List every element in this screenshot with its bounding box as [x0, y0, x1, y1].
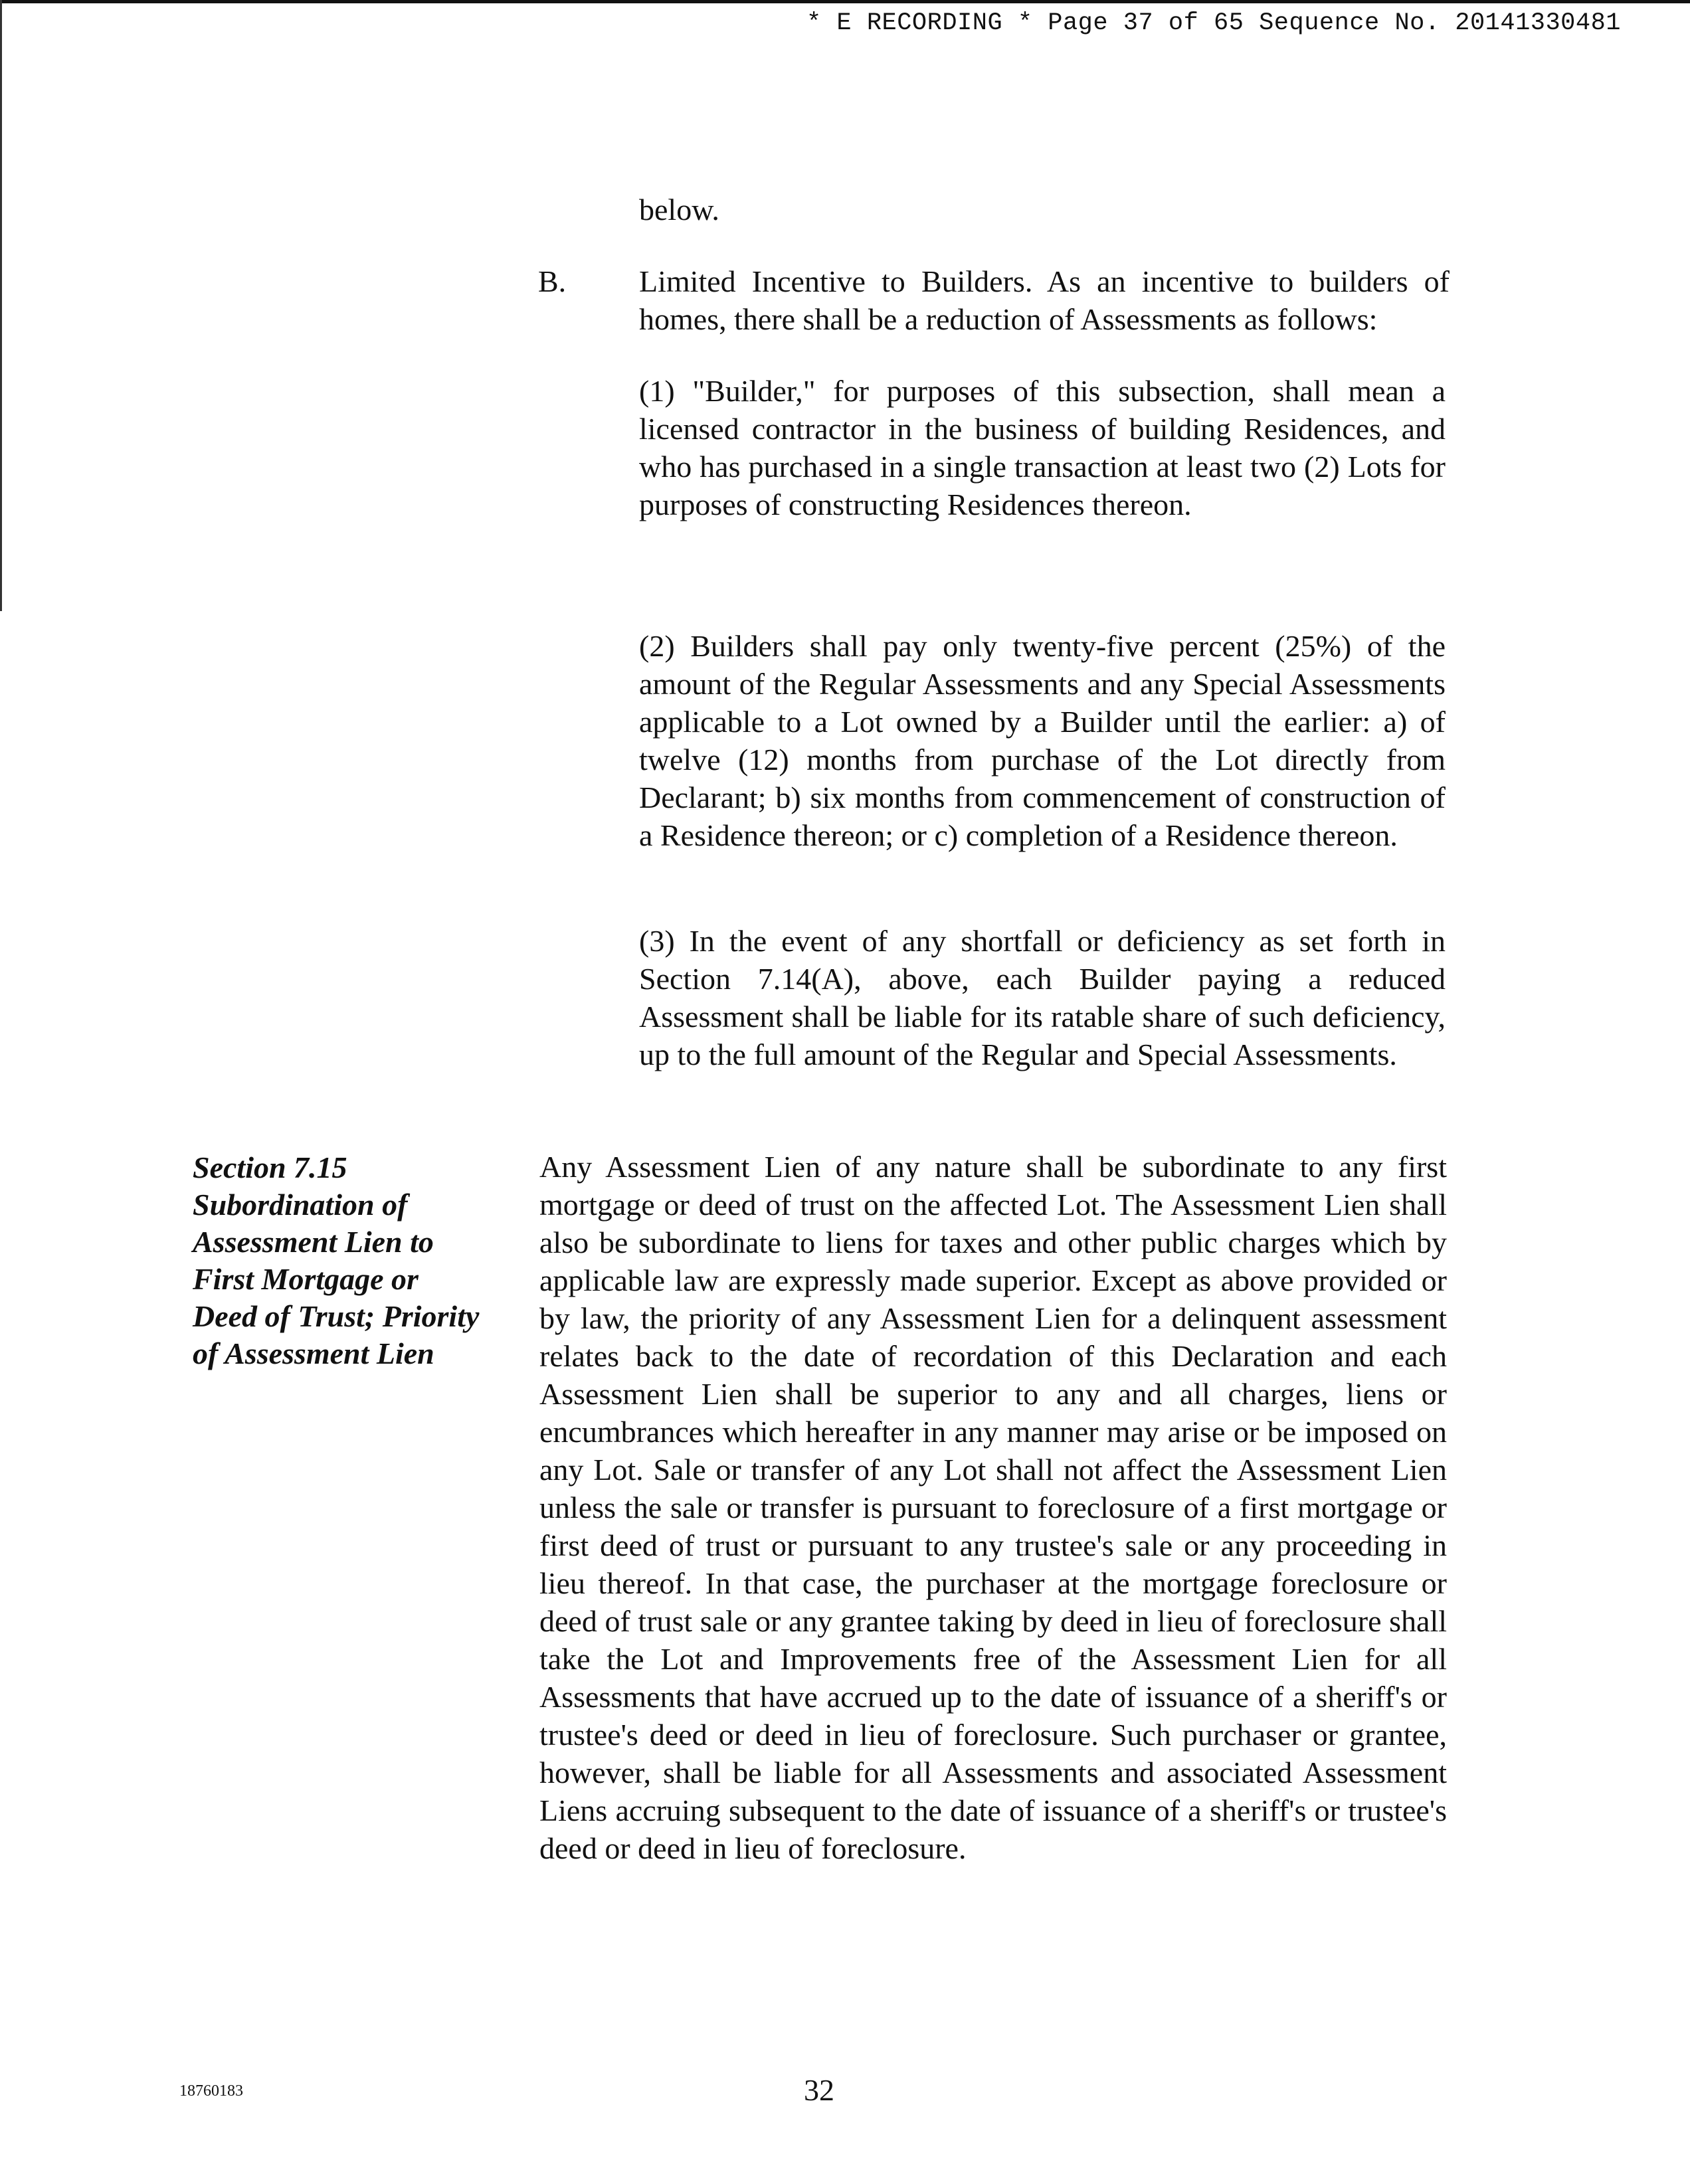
document-id: 18760183 [179, 2082, 243, 2100]
item-b-marker: B. [538, 264, 567, 298]
subitem-1: (1) "Builder," for purposes of this subsection, shall mean a licensed contractor in the business of building Residences, and who has purchased in a single transaction at least two (2) Lots for purposes of constructing Residences thereon. [639, 374, 1446, 521]
heading-line: Subordination of [193, 1188, 408, 1222]
page-number: 32 [804, 2073, 834, 2107]
heading-line: Assessment Lien to [193, 1225, 434, 1259]
continuation-text: below. [639, 193, 719, 227]
top-border [0, 0, 1690, 3]
recording-header: * E RECORDING * Page 37 of 65 Sequence No. 20141330481 [806, 9, 1621, 37]
section-7-15-body: Any Assessment Lien of any nature shall be subordinate to any first mortgage or deed of trust on the affected Lot. The Assessment Lien shall also be subordinate to liens for taxes and other public charges which by applicable law are expressly made superior. Except as above provided or by law, the priority of any Assessment Lien for a delinquent assessment relates back to the date of recordation of this Declaration and each Assessment Lien shall be superior to any and all charges, liens or encumbrances which hereafter in any manner may arise or be imposed on any Lot. Sale or transfer of any Lot shall not affect the Assessment Lien unless the sale or transfer is pursuant to foreclosure of a first mortgage or first deed of trust or pursuant to any trustee's sale or any proceeding in lieu thereof. In that case, the purchaser at the mortgage foreclosure or deed of trust sale or any grantee taking by deed in lieu of foreclosure shall take the Lot and Improvements free of the Assessment Lien for all Assessments that have accrued up to the date of issuance of a sheriff's or trustee's deed or deed in lieu of foreclosure. Such purchaser or grantee, however, shall be liable for all Assessments and associated Assessment Liens accruing subsequent to the date of issuance of a sheriff's or trustee's deed or deed in lieu of foreclosure. [539, 1150, 1447, 1865]
heading-line: Section 7.15 [193, 1150, 347, 1184]
section-7-15-heading [193, 1149, 525, 1372]
subitem-3: (3) In the event of any shortfall or deficiency as set forth in Section 7.14(A), above, each Builder paying a reduced Assessment shall be liable for its ratable share of such deficiency, up to the full amount of the Regular and Special Assessments. [639, 924, 1446, 1071]
left-border [0, 0, 2, 611]
item-b-text: Limited Incentive to Builders. As an incentive to builders of homes, there shall be a reduction of Assessments as follows: [639, 264, 1450, 336]
heading-line: of Assessment Lien [193, 1336, 434, 1370]
heading-line: Deed of Trust; Priority [193, 1299, 480, 1333]
heading-line: First Mortgage or [193, 1262, 419, 1296]
subitem-2: (2) Builders shall pay only twenty-five percent (25%) of the amount of the Regular Assessments and any Special Assessments applicable to a Lot owned by a Builder until the earlier: a) of twelve (12) months from purchase of the Lot directly from Declarant; b) six months from commencement of construction of a Residence thereon; or c) completion of a Residence thereon. [639, 629, 1446, 852]
